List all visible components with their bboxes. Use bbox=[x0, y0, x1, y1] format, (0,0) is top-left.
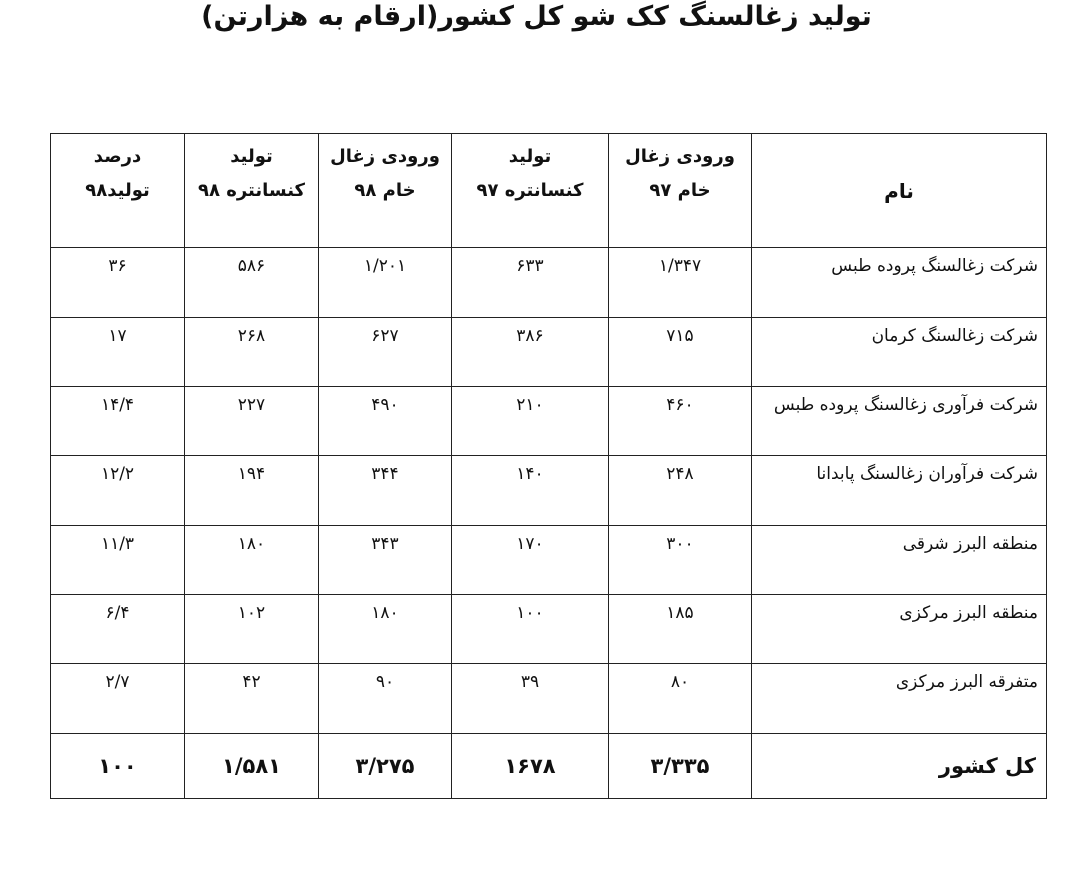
row-value-cell: ۱۲/۲ bbox=[51, 456, 185, 525]
row-value-cell: ۱۸۰ bbox=[185, 525, 319, 594]
row-value-cell: ۱۸۵ bbox=[609, 594, 752, 663]
row-value-cell: ۱۰۲ bbox=[185, 594, 319, 663]
row-value-cell: ۲۶۸ bbox=[185, 317, 319, 386]
row-value-cell: ۲۱۰ bbox=[452, 386, 609, 455]
header-name: نام bbox=[752, 134, 1047, 248]
header-concentrate-97: تولید کنسانتره ۹۷ bbox=[452, 134, 609, 248]
row-name-cell: شرکت زغالسنگ کرمان bbox=[752, 317, 1047, 386]
row-value-cell: ۶۲۷ bbox=[319, 317, 452, 386]
row-value-cell: ۶۳۳ bbox=[452, 248, 609, 317]
row-value-cell: ۱۷۰ bbox=[452, 525, 609, 594]
table-row bbox=[51, 525, 1047, 594]
row-name-cell: منطقه البرز مرکزی bbox=[752, 594, 1047, 663]
row-value-cell: ۱۰۰ bbox=[452, 594, 609, 663]
table-row bbox=[51, 594, 1047, 663]
header-raw-coal-97: ورودی زغال خام ۹۷ bbox=[609, 134, 752, 248]
header-percent-98: درصد تولید۹۸ bbox=[51, 134, 185, 248]
row-value-cell: ۹۰ bbox=[319, 664, 452, 733]
header-row bbox=[51, 134, 1047, 248]
page-title: تولید زغالسنگ کک شو کل کشور(ارقام به هزارتن) bbox=[201, 1, 872, 32]
row-value-cell: ۲/۷ bbox=[51, 664, 185, 733]
row-value-cell: ۲۴۸ bbox=[609, 456, 752, 525]
row-value-cell: ۱۱/۳ bbox=[51, 525, 185, 594]
row-name-cell: شرکت فرآوران زغالسنگ پابدانا bbox=[752, 456, 1047, 525]
table-row bbox=[51, 317, 1047, 386]
total-row bbox=[51, 733, 1047, 798]
row-value-cell: ۴۶۰ bbox=[609, 386, 752, 455]
row-name-cell: شرکت فرآوری زغالسنگ پروده طبس bbox=[752, 386, 1047, 455]
row-value-cell: ۳۹ bbox=[452, 664, 609, 733]
row-value-cell: ۶/۴ bbox=[51, 594, 185, 663]
table-row bbox=[51, 248, 1047, 317]
row-value-cell: ۴۲ bbox=[185, 664, 319, 733]
row-value-cell: ۳۰۰ bbox=[609, 525, 752, 594]
row-value-cell: ۳۴۴ bbox=[319, 456, 452, 525]
coal-production-table bbox=[50, 133, 1047, 799]
total-cell: ۱۶۷۸ bbox=[452, 733, 609, 798]
total-cell: ۱/۵۸۱ bbox=[185, 733, 319, 798]
row-value-cell: ۱۷ bbox=[51, 317, 185, 386]
total-cell: ۱۰۰ bbox=[51, 733, 185, 798]
row-value-cell: ۱۴/۴ bbox=[51, 386, 185, 455]
total-cell: ۳/۳۳۵ bbox=[609, 733, 752, 798]
row-value-cell: ۳۴۳ bbox=[319, 525, 452, 594]
row-value-cell: ۳۶ bbox=[51, 248, 185, 317]
row-name-cell: منطقه البرز شرقی bbox=[752, 525, 1047, 594]
header-concentrate-98: تولید کنسانتره ۹۸ bbox=[185, 134, 319, 248]
row-name-cell: متفرقه البرز مرکزی bbox=[752, 664, 1047, 733]
row-value-cell: ۱۹۴ bbox=[185, 456, 319, 525]
row-value-cell: ۳۸۶ bbox=[452, 317, 609, 386]
total-label: کل کشور bbox=[752, 733, 1047, 798]
row-value-cell: ۱/۳۴۷ bbox=[609, 248, 752, 317]
row-value-cell: ۲۲۷ bbox=[185, 386, 319, 455]
row-value-cell: ۵۸۶ bbox=[185, 248, 319, 317]
total-cell: ۳/۲۷۵ bbox=[319, 733, 452, 798]
row-value-cell: ۱/۲۰۱ bbox=[319, 248, 452, 317]
row-value-cell: ۱۴۰ bbox=[452, 456, 609, 525]
table-row bbox=[51, 456, 1047, 525]
table-row bbox=[51, 386, 1047, 455]
row-value-cell: ۸۰ bbox=[609, 664, 752, 733]
row-name-cell: شرکت زغالسنگ پروده طبس bbox=[752, 248, 1047, 317]
row-value-cell: ۴۹۰ bbox=[319, 386, 452, 455]
row-value-cell: ۷۱۵ bbox=[609, 317, 752, 386]
row-value-cell: ۱۸۰ bbox=[319, 594, 452, 663]
header-raw-coal-98: ورودی زغال خام ۹۸ bbox=[319, 134, 452, 248]
table-body bbox=[51, 248, 1047, 733]
table-row bbox=[51, 664, 1047, 733]
